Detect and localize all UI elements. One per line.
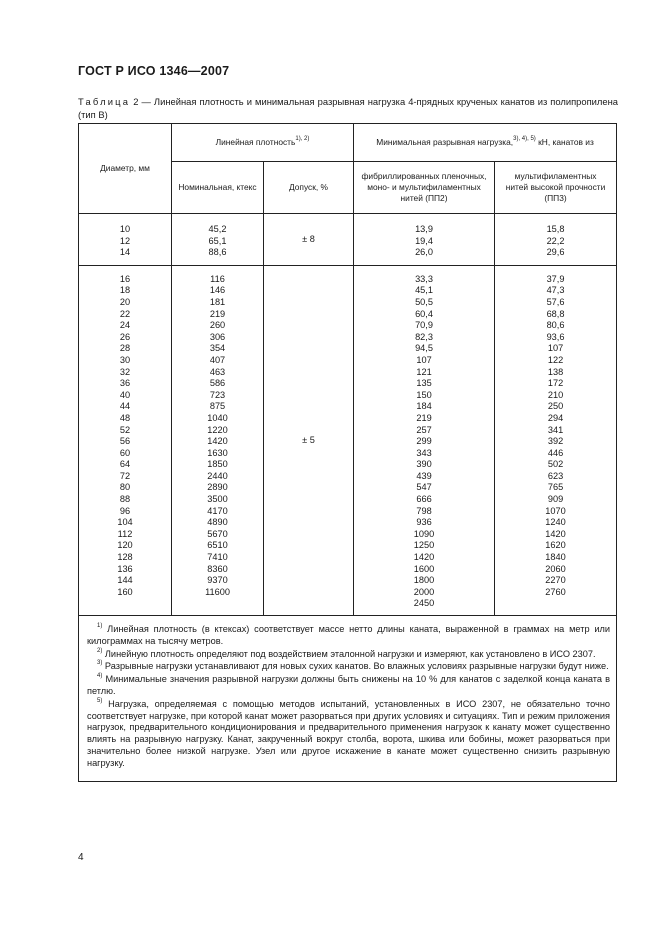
table-cell: 2760 xyxy=(545,586,566,597)
table-cell: 37,9 xyxy=(546,273,565,284)
table-cell: 6510 xyxy=(207,540,228,551)
table-cell: 121 xyxy=(416,366,432,377)
table-cell: 135 xyxy=(416,378,432,389)
table-cell: 936 xyxy=(416,517,432,528)
table-cell: 60 xyxy=(119,447,131,458)
table-cell: 11600 xyxy=(205,586,230,597)
table-cell: 7410 xyxy=(207,552,228,563)
footnote-text: Линейную плотность определяют под воздействием эталонной нагрузки и измеряют, как установлено в ИСО 2307. xyxy=(104,648,596,659)
table-cell: 1800 xyxy=(413,575,435,586)
table-cell: 2890 xyxy=(207,482,228,493)
table-cell: 107 xyxy=(547,343,564,354)
table-cell: 4170 xyxy=(207,505,228,516)
table-cell: 80 xyxy=(119,482,131,493)
table-cell: 22,2 xyxy=(546,235,565,246)
table-cell: 47,3 xyxy=(546,285,565,296)
page-number: 4 xyxy=(78,852,84,863)
table-cell: 439 xyxy=(416,470,432,481)
table-cell: 1090 xyxy=(413,528,435,539)
header-min-breaking-tail: кН, канатов из xyxy=(538,137,594,147)
table-cell: 172 xyxy=(547,378,564,389)
footnote-mark: 5) xyxy=(97,697,103,704)
caption-text: 2 — Линейная плотность и минимальная разрывная нагрузка 4-прядных крученых канатов из полипропилена (тип В) xyxy=(78,96,618,120)
table-cell: 1040 xyxy=(207,412,228,423)
table-cell: 9370 xyxy=(207,575,228,586)
table-cell: 2440 xyxy=(207,470,228,481)
table-cell: 257 xyxy=(416,424,432,435)
caption-label: Таблица xyxy=(78,96,131,107)
table-cell: 93,6 xyxy=(546,331,565,342)
table-cell: 1220 xyxy=(207,424,228,435)
table-cell: 18 xyxy=(119,285,131,296)
table-cell: 8360 xyxy=(207,563,228,574)
table-cell: 50,5 xyxy=(415,296,433,307)
table-cell: 65,1 xyxy=(208,235,227,246)
table-cell: 15,8 xyxy=(546,224,565,234)
table-cell: 94,5 xyxy=(415,343,433,354)
table-cell: 24 xyxy=(119,320,131,331)
header-min-breaking-text: Минимальная разрывная нагрузка, xyxy=(376,137,514,147)
table-cell: 1630 xyxy=(207,447,228,458)
footnote-5 xyxy=(87,699,610,770)
table-cell: 723 xyxy=(209,389,226,400)
group1-diameter-col xyxy=(79,214,172,266)
table-cell: 4890 xyxy=(207,517,228,528)
table-cell: 136 xyxy=(117,563,133,574)
header-linear-density-text: Линейная плотность xyxy=(215,137,296,147)
table-cell: 210 xyxy=(547,389,564,400)
table-cell: 407 xyxy=(209,354,226,365)
footnote-4 xyxy=(87,674,610,698)
table-cell: 875 xyxy=(209,401,226,412)
header-diameter: Диаметр, мм xyxy=(79,124,172,214)
table-cell: 250 xyxy=(547,401,564,412)
footnote-1 xyxy=(87,624,610,648)
table-cell: 547 xyxy=(416,482,432,493)
table-cell: 45,2 xyxy=(208,224,227,234)
group1-pp2-col xyxy=(354,214,495,266)
table-cell: 48 xyxy=(119,412,131,423)
table-cell: 299 xyxy=(416,436,432,447)
table-cell: 1850 xyxy=(207,459,228,470)
header-pp3: мультифиламентных нитей высокой прочности (ПП3) xyxy=(495,162,617,214)
table-cell: 343 xyxy=(416,447,432,458)
footnote-3 xyxy=(87,661,610,673)
table-cell: 5670 xyxy=(207,528,228,539)
table-cell: 160 xyxy=(117,586,133,597)
table-cell: 1420 xyxy=(545,528,566,539)
footnote-mark: 2) xyxy=(97,647,103,654)
table-cell: 341 xyxy=(547,424,564,435)
table-cell: 392 xyxy=(547,436,564,447)
group2-pp3-col xyxy=(495,265,617,615)
table-cell: 28 xyxy=(119,343,131,354)
table-cell: 16 xyxy=(119,273,131,284)
footnote-text: Линейная плотность (в ктексах) соответствует массе нетто длины каната, выраженной в граммах на метр или килограммах на тысячу метров. xyxy=(87,624,610,646)
table-cell: 798 xyxy=(416,505,432,516)
table-cell: 52 xyxy=(119,424,131,435)
table-cell: 29,6 xyxy=(546,247,565,258)
header-linear-density xyxy=(172,124,354,162)
table-cell: 446 xyxy=(547,447,564,458)
table-cell: 181 xyxy=(209,296,226,307)
table-cell: 72 xyxy=(119,470,131,481)
header-pp2: фибриллированных пленочных, моно- и мультифиламентных нитей (ПП2) xyxy=(354,162,495,214)
table-cell: 26 xyxy=(119,331,131,342)
table-cell: 150 xyxy=(416,389,432,400)
table-cell: 10 xyxy=(119,224,131,234)
table-cell: 146 xyxy=(209,285,226,296)
table-cell: 80,6 xyxy=(546,320,565,331)
group1-tolerance: ± 8 xyxy=(264,214,354,266)
footnote-2 xyxy=(87,649,610,661)
header-linear-density-sup: 1), 2) xyxy=(295,136,310,143)
table-cell: 64 xyxy=(119,459,131,470)
table-cell: 44 xyxy=(119,401,131,412)
table-cell: 104 xyxy=(117,517,133,528)
table-cell: 30 xyxy=(119,354,131,365)
table-caption xyxy=(78,95,618,121)
table-cell: 623 xyxy=(547,470,564,481)
table-cell: 138 xyxy=(547,366,564,377)
table-cell: 57,6 xyxy=(546,296,565,307)
footnote-text: Нагрузка, определяемая с помощью методов испытаний, установленных в ИСО 2307, не обязательно точно соответствует нагрузке, при которой канат может разорваться при других условиях и ситуациях. Тип и режим приложения нагрузок, предварительного кондиционирования и предварительного применения нагрузок к канату может существенно влиять на разрывную нагрузку. Канат, закрученный вокруг столба, ворота, шкива или бобины, может разорваться при значительно более низкой нагрузке. Узел или другое искажение в канате может существенно снизить разрывную нагрузку. xyxy=(87,698,611,768)
header-tolerance: Допуск, % xyxy=(264,162,354,214)
table-cell: 36 xyxy=(119,378,131,389)
table-cell: 219 xyxy=(416,412,432,423)
table-cell: 144 xyxy=(117,575,133,586)
group2-pp2-col xyxy=(354,265,495,615)
footnote-text: Разрывные нагрузки устанавливают для новых сухих канатов. Во влажных условиях разрывные нагрузки будут ниже. xyxy=(104,661,609,672)
table-cell: 390 xyxy=(416,459,432,470)
table-cell: 82,3 xyxy=(415,331,433,342)
table-cell: 666 xyxy=(416,494,432,505)
table-cell: 22 xyxy=(119,308,131,319)
table-cell: 2060 xyxy=(545,563,566,574)
table-cell: 33,3 xyxy=(415,273,433,284)
table-cell: 184 xyxy=(416,401,432,412)
table-cell: 354 xyxy=(209,343,226,354)
table-cell: 70,9 xyxy=(415,320,433,331)
footnote-text: Минимальные значения разрывной нагрузки должны быть снижены на 10 % для канатов с заделкой конца каната в петлю. xyxy=(87,674,611,696)
table-cell: 306 xyxy=(209,331,226,342)
table-cell: 2000 xyxy=(413,586,435,597)
table-cell: 122 xyxy=(547,354,564,365)
table-cell: 88,6 xyxy=(208,247,227,258)
table-cell: 463 xyxy=(209,366,226,377)
table-cell: 765 xyxy=(547,482,564,493)
table-cell: 1600 xyxy=(413,563,435,574)
table-cell: 909 xyxy=(547,494,564,505)
table-cell: 260 xyxy=(209,320,226,331)
table-cell: 112 xyxy=(117,528,133,539)
table-cell: 14 xyxy=(119,247,131,258)
table-cell: 1840 xyxy=(545,552,566,563)
table-cell: 294 xyxy=(547,412,564,423)
table-cell: 2450 xyxy=(413,598,435,609)
table-cell: 96 xyxy=(119,505,131,516)
table-cell: 19,4 xyxy=(415,235,433,246)
table-cell: 502 xyxy=(547,459,564,470)
table-cell: 1250 xyxy=(413,540,435,551)
table-cell: 1070 xyxy=(545,505,566,516)
table-cell: 20 xyxy=(119,296,131,307)
group2-diameter-col xyxy=(79,265,172,615)
table-cell: 2270 xyxy=(545,575,566,586)
data-table xyxy=(78,123,617,782)
header-min-breaking-load xyxy=(354,124,617,162)
document-header: ГОСТ Р ИСО 1346—2007 xyxy=(78,64,230,78)
footnote-mark: 4) xyxy=(97,673,103,680)
header-min-breaking-sup: 3), 4), 5) xyxy=(513,136,536,143)
group2-tolerance: ± 5 xyxy=(264,265,354,615)
table-cell: 1420 xyxy=(413,552,435,563)
table-cell: 116 xyxy=(210,273,225,284)
table-cell: 1620 xyxy=(545,540,566,551)
table-cell: 26,0 xyxy=(415,247,433,258)
table-cell: 107 xyxy=(416,354,432,365)
table-cell: 219 xyxy=(209,308,226,319)
table-cell: 120 xyxy=(117,540,133,551)
group2-nominal-col xyxy=(172,265,264,615)
table-cell: 128 xyxy=(117,552,133,563)
table-cell: 40 xyxy=(119,389,131,400)
table-cell: 60,4 xyxy=(415,308,433,319)
table-cell: 3500 xyxy=(207,494,228,505)
table-cell: 1420 xyxy=(207,436,228,447)
table-cell: 68,8 xyxy=(546,308,565,319)
table-cell: 12 xyxy=(119,235,131,246)
table-cell: 88 xyxy=(119,494,131,505)
table-cell: 586 xyxy=(209,378,226,389)
table-cell: 1240 xyxy=(545,517,566,528)
table-cell: 13,9 xyxy=(415,224,433,234)
group1-nominal-col xyxy=(172,214,264,266)
footnotes xyxy=(79,616,617,782)
table-cell: 56 xyxy=(119,436,131,447)
table-cell: 45,1 xyxy=(415,285,433,296)
footnote-mark: 3) xyxy=(97,660,103,667)
group1-pp3-col xyxy=(495,214,617,266)
table-cell: 32 xyxy=(119,366,131,377)
footnote-mark: 1) xyxy=(97,622,103,629)
header-nominal: Номинальная, ктекс xyxy=(172,162,264,214)
